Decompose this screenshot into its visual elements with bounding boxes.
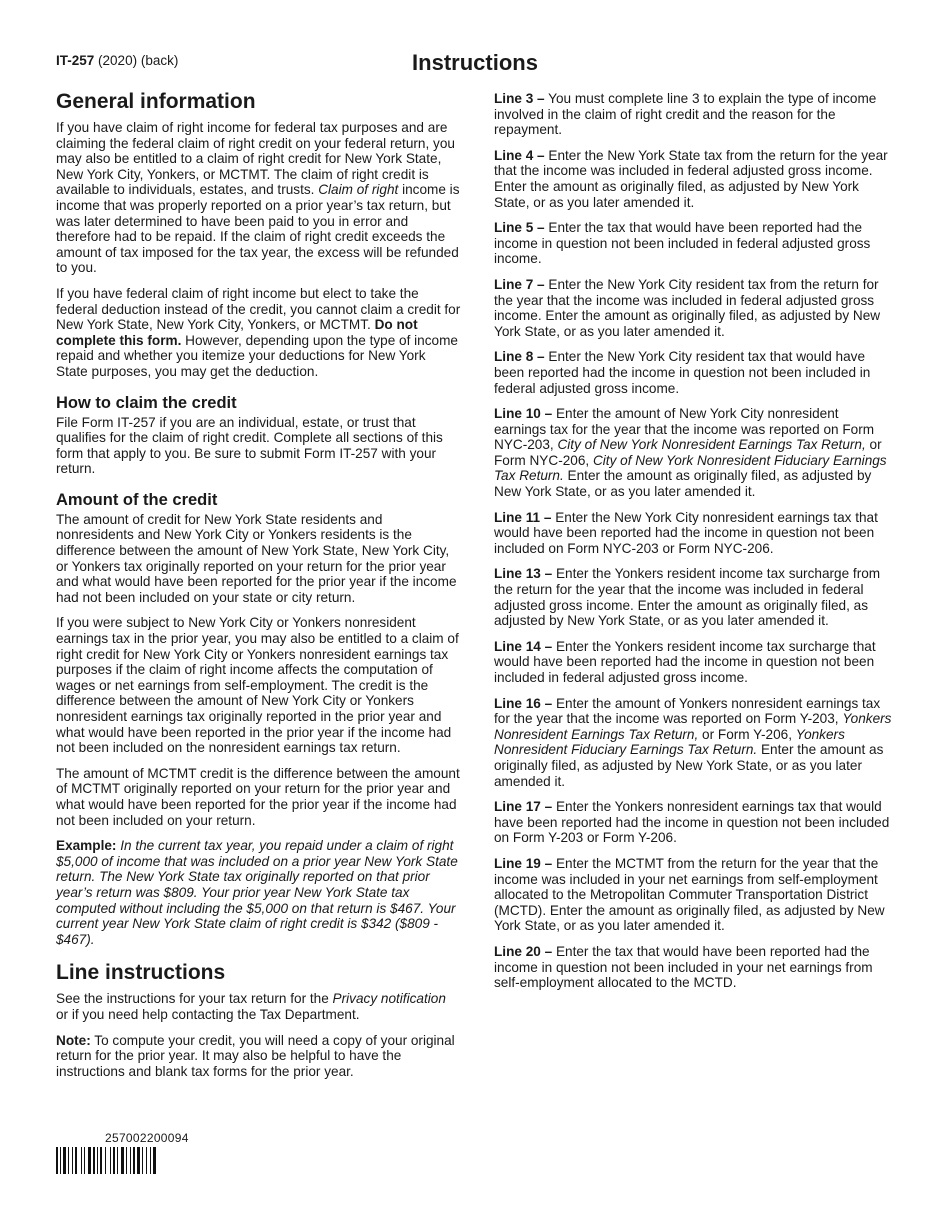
barcode-bar (105, 1147, 106, 1174)
barcode-bar (72, 1147, 73, 1174)
line-instructions-heading: Line instructions (56, 961, 226, 985)
barcode-bar (126, 1147, 127, 1174)
line-19: Line 19 – Enter the MCTMT from the return for the year that the income was included in your net earnings from self-employment allocated to the Metropolitan Commuter Transportation District (MCTD). Enter the amount as originally filed, as adjusted by New York State, or as you later amended it. (494, 855, 885, 934)
line-16: Line 16 – Enter the amount of Yonkers nonresident earnings tax for the year that the income was reported on Form Y-203, Yonkers Nonresident Earnings Tax Return, or Form Y-206, Yonkers Nonresident Fiduciary Earnings Tax Return. Enter the amount as originally filed, as adjusted by New York State, or as you later amended it. (494, 695, 892, 789)
barcode-bar (68, 1147, 69, 1174)
line-11: Line 11 – Enter the New York City nonresident earnings tax that would have been reported had the income in question not been included on Form NYC-203 or Form NYC-206. (494, 509, 878, 556)
barcode-bar (113, 1147, 115, 1174)
amount-paragraph-1: The amount of credit for New York State residents and nonresidents and New York City or Yonkers residents is the difference between the amount of New York State, New York City, or Yonkers tax originally reported on your return for the prior year and what would have been reported for the prior year if the income had not been included on your state or city return. (56, 511, 457, 605)
barcode-bar (150, 1147, 151, 1174)
general-paragraph-1: If you have claim of right income for federal tax purposes and are claiming the federal claim of right credit on your federal return, you may also be entitled to a claim of right credit for New York State, New York City, Yonkers, or MCTMT. The claim of right credit is available to individuals, estates, and trusts. Claim of right income is income that was properly reported on a prior year’s tax return, but was later determined to have been paid to you in error and therefore had to be repaid. If the claim of right credit exceeds the amount of tax imposed for the tax year, the excess will be refunded to you. (56, 120, 460, 276)
barcode-bar (60, 1147, 61, 1174)
line-3: Line 3 – You must complete line 3 to explain the type of income involved in the claim of right credit and the reason for the repayment. (494, 91, 877, 138)
line-7: Line 7 – Enter the New York City resident tax from the return for the year that the income was included in federal adjusted gross income. Enter the amount as originally filed, as adjusted by New York State, or as you later amended it. (494, 276, 881, 339)
left-column (56, 90, 461, 1089)
barcode-icon (56, 1147, 246, 1174)
barcode-bar (142, 1147, 143, 1174)
line-instructions-paragraph: See the instructions for your tax return for the Privacy notification or if you need help contacting the Tax Department. (56, 991, 446, 1022)
barcode-bar (84, 1147, 85, 1174)
amount-paragraph-2: If you were subject to New York City or Yonkers nonresident earnings tax in the prior year, you may also be entitled to a claim of right credit for New York City or Yonkers nonresident earnings tax purposes if the claim of right income affects the computation of wages or net earnings from self-employment. The credit is the difference between the amount of New York City or Yonkers nonresident earnings tax originally reported in the prior year and what would have been reported in the prior year if the income had not been included on the nonresident earnings tax return. (56, 615, 459, 756)
example-paragraph: Example: In the current tax year, you repaid under a claim of right $5,000 of income that was included on a prior year New York State return. The New York State tax originally reported on that prior year’s return was $809. Your prior year New York State tax computed without including the $5,000 on that return is $467. Your current year New York State claim of right credit is $342 ($809 - $467). (56, 838, 458, 947)
note-paragraph: Note: To compute your credit, you will need a copy of your original return for the prior year. It may also be helpful to have the instructions and blank tax forms for the prior year. (56, 1032, 455, 1079)
barcode-bar (133, 1147, 135, 1174)
barcode-number: 257002200094 (105, 1131, 189, 1145)
barcode-bar (81, 1147, 82, 1174)
barcode-bar (56, 1147, 58, 1174)
how-paragraph: File Form IT-257 if you are an individual, estate, or trust that qualifies for the claim of right credit. Complete all sections of this form that apply to you. Be sure to submit Form IT-257 with your return. (56, 414, 443, 477)
barcode-bar (75, 1147, 77, 1174)
line-14: Line 14 – Enter the Yonkers resident income tax surcharge that would have been reported had the income in question not been included in federal adjusted gross income. (494, 638, 876, 685)
barcode-bar (117, 1147, 118, 1174)
amount-paragraph-3: The amount of MCTMT credit is the difference between the amount of MCTMT originally reported on your return for the prior year and what would have been reported for the prior year if the income had not been included on your return. (56, 765, 460, 828)
general-heading: General information (56, 90, 256, 113)
barcode-bar (63, 1147, 66, 1174)
line-10: Line 10 – Enter the amount of New York City nonresident earnings tax for the year that the income was reported on Form NYC-203, City of New York Nonresident Earnings Tax Return, or Form NYC-206, City of New York Nonresident Fiduciary Earnings Tax Return. Enter the amount as originally filed, as adjusted by New York State, or as you later amended it. (494, 406, 887, 500)
barcode-bar (100, 1147, 102, 1174)
how-heading: How to claim the credit (56, 393, 237, 412)
barcode-block (56, 1131, 246, 1174)
barcode-bar (93, 1147, 95, 1174)
barcode-bar (110, 1147, 111, 1174)
page-title: Instructions (412, 50, 538, 75)
line-4: Line 4 – Enter the New York State tax from the return for the year that the income was included in federal adjusted gross income. Enter the amount as originally filed, as adjusted by New York State, or as you later amended it. (494, 147, 888, 210)
general-paragraph-2: If you have federal claim of right income but elect to take the federal deduction instead of the credit, you cannot claim a credit for New York State, New York City, Yonkers, or MCTMT. Do not complete this form. However, depending upon the type of income repaid and whether you itemize your deductions for New York State purposes, you may get the deduction. (56, 285, 461, 379)
barcode-bar (146, 1147, 147, 1174)
barcode-bar (97, 1147, 98, 1174)
line-5: Line 5 – Enter the tax that would have been reported had the income in question not been included in federal adjusted gross income. (494, 220, 871, 267)
form-meta: (2020) (back) (98, 53, 179, 68)
line-17: Line 17 – Enter the Yonkers nonresident earnings tax that would have been reported had the income in question not been included on Form Y-203 or Form Y-206. (494, 799, 890, 846)
line-20: Line 20 – Enter the tax that would have been reported had the income in question not been included in your net earnings from self-employment allocated to the MCTD. (494, 943, 873, 991)
barcode-bar (137, 1147, 140, 1174)
barcode-bar (130, 1147, 131, 1174)
barcode-bar (153, 1147, 156, 1174)
barcode-bar (121, 1147, 124, 1174)
line-13: Line 13 – Enter the Yonkers resident income tax surcharge from the return for the year that the income was included in federal adjusted gross income. Enter the amount as originally filed, as adjusted by New York State, or as you later amended it. (494, 566, 881, 629)
amount-heading: Amount of the credit (56, 490, 218, 509)
line-8: Line 8 – Enter the New York City resident tax that would have been reported had the income in question not been included in federal adjusted gross income. (494, 349, 871, 396)
right-column (494, 91, 892, 1001)
form-number: IT-257 (56, 53, 95, 68)
barcode-bar (88, 1147, 91, 1174)
